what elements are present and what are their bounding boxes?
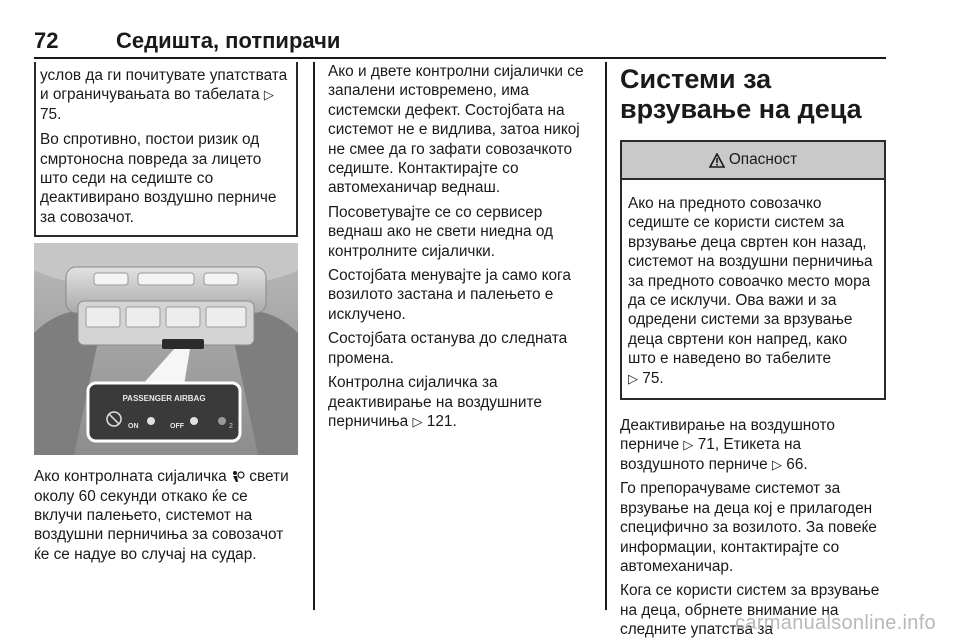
airbag-indicator-photo — [34, 243, 298, 455]
danger-warning-box — [620, 140, 886, 400]
passenger-airbag-label: PASSENGER AIRBAG — [122, 394, 206, 404]
page-ref-icon: ▷ — [628, 370, 638, 386]
paragraph-state-persists: Состојбата останува до следната промена. — [328, 330, 568, 367]
column-divider-2 — [605, 62, 607, 610]
paragraph-recommendation: Го препорачуваме системот за врзување на деца кој е прилагоден специфично за возилото. За повеќе информации, контактирајте со автомеханичар. — [620, 480, 877, 575]
continued-warning-box — [34, 62, 298, 237]
section-heading: Системи за врзување на деца — [620, 64, 862, 124]
warning-triangle-icon — [709, 153, 725, 168]
header-rule — [34, 57, 886, 59]
airbag-off-icon — [190, 417, 198, 425]
warning-body: Ако на предното совозачко седиште се користи систем за врзување деца свртен кон назад, системот на воздушни перничиња за предното совоачко место мора да се исклучи. Ова важи и за одредени системи за врзување деца свртени кон напред, како што е наведено во табелите ▷ 75. — [628, 195, 873, 387]
column-divider-1 — [313, 62, 315, 610]
airbag-on-indicator-icon — [231, 469, 245, 483]
page-ref-icon: ▷ — [263, 87, 274, 103]
warning-header — [622, 142, 884, 180]
seat-occupant-icon — [218, 417, 226, 425]
warning-title: Опасност — [728, 151, 798, 168]
column-1 — [34, 62, 298, 569]
indicator-paragraph: Ако контролната сијаличка свети околу 60 секунди откако ќе се вклучи палењето, системот на воздушни перничиња за совозачот ќе се надуе во случај на судар. — [34, 468, 289, 563]
paragraph-deactivation-refs: Деактивирање на воздушното перниче ▷ 71, Етикета на воздушното перниче ▷ 66. — [620, 417, 835, 473]
on-label: ON — [128, 423, 139, 431]
paragraph-change-state: Состојбата менувајте ја само кога возилото застана и палењето е исклучено. — [328, 267, 571, 323]
column-2 — [328, 62, 594, 436]
section-title: Седишта, потпирачи — [116, 28, 341, 53]
paragraph-indicator-ref: Контролна сијаличка за деактивирање на воздушните перничиња ▷ 121. — [328, 374, 542, 430]
paragraph-system-fault: Ако и двете контролни сијалички се запалени истовремено, има системски дефект. Состојбата на системот не е видлива, затоа никој не смее да го зафати совозачкото седиште. Контактирајте со автомеханичар веднаш. — [328, 63, 584, 197]
paragraph-consult-service: Посоветувајте се со сервисер веднаш ако не свети ниедна од контролните сијалички. — [328, 203, 554, 260]
page-ref-icon: ▷ — [683, 437, 694, 453]
seat-number-label: 2 — [229, 423, 233, 431]
off-label: OFF — [170, 423, 184, 431]
page-ref-icon: ▷ — [412, 413, 423, 429]
page-header — [34, 28, 886, 56]
watermark: carmanualsonline.info — [735, 612, 936, 634]
page-ref-icon: ▷ — [771, 456, 782, 472]
box-paragraph-1: услов да ги почитувате упатствата и ограничувањата во табелата ▷ 75. — [40, 67, 288, 123]
column-3 — [620, 62, 886, 642]
headliner-illustration — [34, 243, 298, 455]
page-number: 72 — [34, 28, 59, 53]
paragraph-usage-instructions: Кога се користи систем за врзување на деца, обрнете внимание на следните упатства за — [620, 582, 880, 639]
box-paragraph-2: Во спротивно, постои ризик од смртоносна повреда за лицето што седи на седиште со деактивирано воздушно перниче за совозачот. — [40, 131, 277, 226]
airbag-on-icon — [147, 417, 155, 425]
